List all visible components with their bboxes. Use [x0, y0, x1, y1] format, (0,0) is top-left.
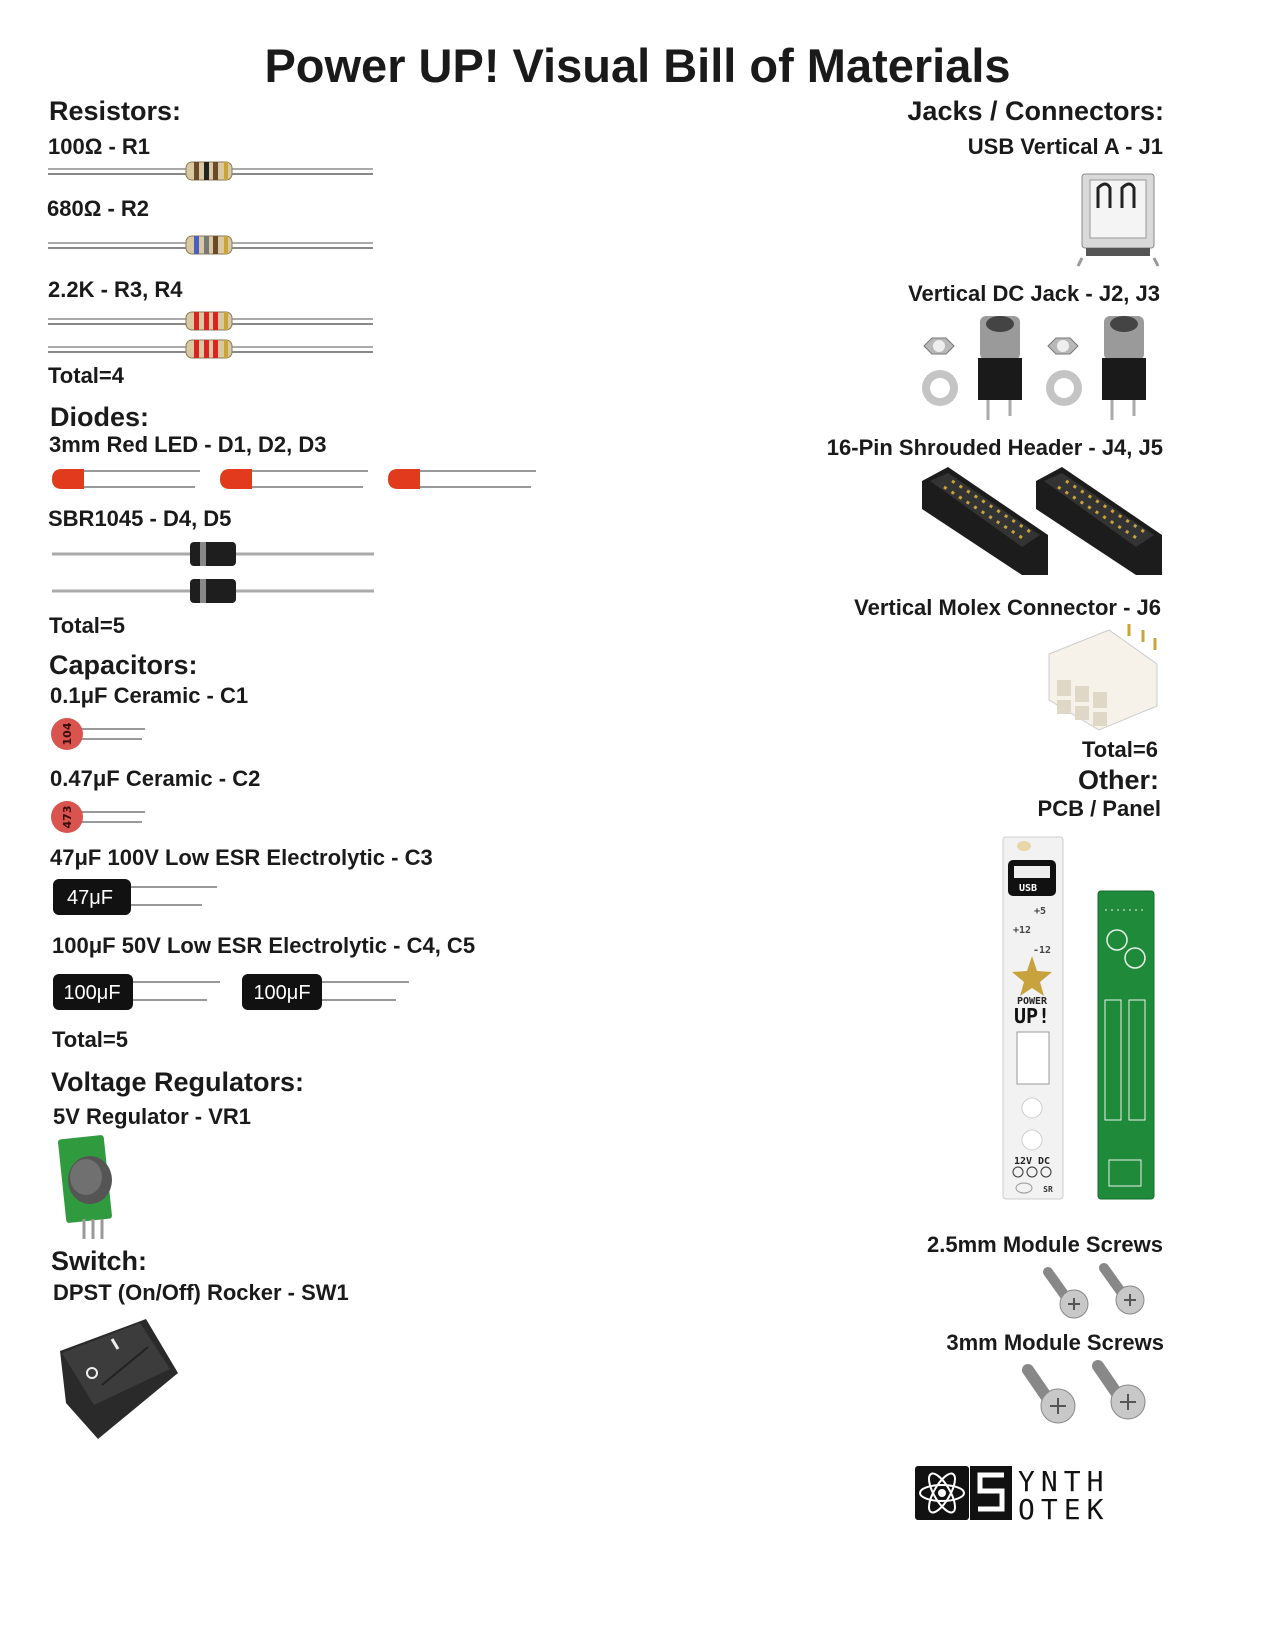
panel-sr-label: SR [1043, 1185, 1053, 1194]
resistors-heading: Resistors: [49, 96, 182, 126]
panel-5v-label: +5 [1033, 906, 1047, 917]
ceramic-cap-104-mark: 104 [61, 722, 74, 746]
logo-ynth-text: YNTH [1018, 1465, 1110, 1498]
panel-up-label: UP! [1013, 1004, 1051, 1028]
ceramic-cap-104-image [50, 717, 150, 751]
jacks-total: Total=6 [1081, 737, 1158, 762]
front-panel-image [1002, 836, 1064, 1202]
molex-connector-image [1045, 624, 1161, 734]
other-heading: Other: [1078, 765, 1159, 795]
diodes-heading: Diodes: [50, 402, 150, 432]
screws-25-label: 2.5mm Module Screws [927, 1232, 1163, 1257]
panel-usb-label: USB [1018, 883, 1038, 894]
resistors-total: Total=4 [48, 363, 125, 388]
resistor-100-image [48, 160, 373, 184]
c1-label: 0.1μF Ceramic - C1 [50, 683, 249, 708]
electrolytic-cap-100-image [52, 972, 412, 1014]
switch-heading: Switch: [51, 1246, 148, 1276]
regulators-heading: Voltage Regulators: [51, 1067, 305, 1097]
electrolytic-cap-c4-mark: 100μF [63, 982, 121, 1004]
diodes-total: Total=5 [49, 613, 126, 638]
module-screws-3-image [1022, 1364, 1162, 1428]
electrolytic-cap-c5-mark: 100μF [253, 982, 311, 1004]
panel-12v-label: +12 [1012, 925, 1032, 936]
jacks-heading: Jacks / Connectors: [907, 96, 1164, 126]
resistor-r3-r4-label: 2.2K - R3, R4 [48, 277, 183, 302]
j4-j5-label: 16-Pin Shrouded Header - J4, J5 [826, 435, 1163, 460]
led-label: 3mm Red LED - D1, D2, D3 [49, 432, 327, 457]
pcb-image [1097, 890, 1155, 1200]
panel-12vdc-label: 12V DC [1013, 1156, 1051, 1167]
j2-j3-label: Vertical DC Jack - J2, J3 [908, 281, 1160, 306]
capacitors-heading: Capacitors: [49, 650, 198, 680]
pcb-panel-label: PCB / Panel [1037, 796, 1161, 821]
screws-3-label: 3mm Module Screws [946, 1330, 1164, 1355]
regulator-module-image [58, 1135, 118, 1241]
c3-label: 47μF 100V Low ESR Electrolytic - C3 [50, 845, 433, 870]
logo-otek-text: OTEK [1018, 1493, 1110, 1526]
sw1-label: DPST (On/Off) Rocker - SW1 [53, 1280, 349, 1305]
usb-vertical-jack-image [1078, 172, 1160, 268]
c4-c5-label: 100μF 50V Low ESR Electrolytic - C4, C5 [52, 933, 476, 958]
resistor-2k2-image [48, 310, 373, 362]
capacitors-total: Total=5 [52, 1027, 129, 1052]
module-screws-25-image [1042, 1266, 1156, 1322]
panel-neg12v-label: -12 [1032, 945, 1052, 956]
page-title: Power UP! Visual Bill of Materials [264, 39, 1011, 92]
electrolytic-cap-47-mark: 47μF [67, 887, 113, 909]
ceramic-cap-473-image [50, 800, 150, 834]
j6-label: Vertical Molex Connector - J6 [854, 595, 1161, 620]
sbr1045-label: SBR1045 - D4, D5 [48, 506, 232, 531]
vr1-label: 5V Regulator - VR1 [53, 1104, 252, 1129]
dc-jack-image [918, 312, 1158, 424]
j1-label: USB Vertical A - J1 [967, 134, 1163, 159]
synthrotek-logo [914, 1463, 1164, 1526]
electrolytic-cap-47-image [52, 877, 222, 919]
shrouded-header-image [920, 465, 1166, 581]
rocker-switch-image [52, 1313, 182, 1443]
red-led-image [50, 465, 540, 495]
resistor-r1-label: 100Ω - R1 [48, 134, 151, 159]
c2-label: 0.47μF Ceramic - C2 [50, 766, 261, 791]
resistor-r2-label: 680Ω - R2 [47, 196, 150, 221]
resistor-680-image [48, 234, 373, 258]
sbr1045-diode-image [52, 540, 377, 606]
panel-power-label: POWER [1016, 996, 1048, 1007]
ceramic-cap-473-mark: 473 [61, 805, 74, 829]
